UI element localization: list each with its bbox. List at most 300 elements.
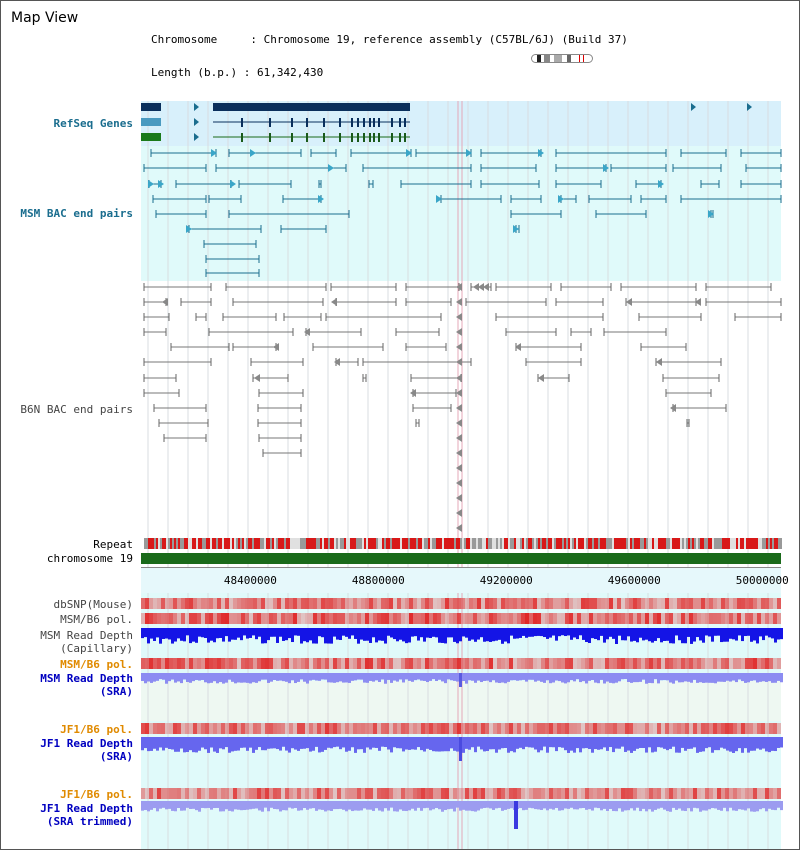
read-depth-bar — [264, 737, 267, 750]
repeat-block — [612, 538, 614, 549]
polymorphism-cell — [221, 598, 225, 609]
read-depth-bar — [681, 801, 684, 811]
read-depth-bar — [333, 801, 336, 809]
read-depth-bar — [732, 801, 735, 810]
read-depth-bar — [165, 628, 168, 639]
read-depth-bar — [762, 737, 765, 749]
polymorphism-cell — [745, 613, 749, 624]
polymorphism-cell — [673, 613, 677, 624]
repeat-block — [486, 538, 488, 549]
polymorphism-cell — [757, 723, 761, 734]
refseq-exon — [369, 133, 371, 142]
read-depth-bar — [288, 801, 291, 808]
polymorphism-cell — [377, 723, 381, 734]
read-depth-bar — [150, 801, 153, 810]
jf1-b6-pol-label: JF1/B6 pol. — [60, 723, 133, 736]
info-chromosome: Chromosome : Chromosome 19, reference assembly (C57BL/6J) (Build 37) — [151, 33, 628, 46]
chromosome-label: chromosome 19 — [46, 552, 133, 565]
read-depth-bar — [426, 673, 429, 682]
polymorphism-cell — [385, 613, 389, 624]
read-depth-bar — [171, 628, 174, 644]
repeat-block — [640, 538, 642, 549]
read-depth-bar — [336, 628, 339, 640]
polymorphism-cell — [405, 788, 409, 799]
polymorphism-cell — [341, 723, 345, 734]
read-depth-bar — [435, 673, 438, 681]
polymorphism-cell — [297, 613, 301, 624]
read-depth-bar — [405, 673, 408, 679]
read-depth-bar — [738, 673, 741, 679]
repeat-block — [422, 538, 424, 549]
repeat-block — [570, 538, 572, 549]
polymorphism-cell — [441, 723, 445, 734]
repeat-block — [618, 538, 620, 549]
polymorphism-cell — [721, 788, 725, 799]
refseq-exon — [269, 133, 271, 142]
polymorphism-cell — [441, 613, 445, 624]
polymorphism-cell — [517, 658, 521, 669]
read-depth-bar — [525, 737, 528, 747]
read-depth-bar — [651, 737, 654, 752]
read-depth-bar — [192, 737, 195, 752]
read-depth-bar — [276, 737, 279, 749]
read-depth-bar — [471, 801, 474, 811]
read-depth-bar — [174, 673, 177, 683]
polymorphism-cell — [761, 658, 765, 669]
read-depth-bar — [228, 801, 231, 811]
read-depth-bar — [285, 737, 288, 751]
read-depth-bar — [663, 801, 666, 810]
polymorphism-cell — [289, 788, 293, 799]
position-ruler[interactable] — [141, 567, 789, 593]
repeat-block — [408, 538, 410, 549]
repeat-block — [312, 538, 314, 549]
polymorphism-cell — [217, 613, 221, 624]
read-depth-bar — [624, 628, 627, 640]
polymorphism-cell — [445, 613, 449, 624]
polymorphism-cell — [265, 658, 269, 669]
read-depth-bar — [291, 673, 294, 680]
polymorphism-cell — [417, 723, 421, 734]
repeat-block — [340, 538, 342, 549]
polymorphism-cell — [281, 598, 285, 609]
repeat-block — [746, 538, 748, 549]
repeat-block — [226, 538, 228, 549]
read-depth-bar — [375, 628, 378, 642]
polymorphism-cell — [461, 788, 465, 799]
repeat-block — [412, 538, 414, 549]
polymorphism-cell — [473, 613, 477, 624]
polymorphism-cell — [609, 613, 613, 624]
polymorphism-cell — [593, 613, 597, 624]
repeat-block — [276, 538, 278, 549]
read-depth-bar — [297, 673, 300, 682]
polymorphism-cell — [537, 613, 541, 624]
read-depth-bar — [486, 801, 489, 808]
read-depth-bar — [768, 801, 771, 809]
read-depth-bar — [624, 801, 627, 810]
read-depth-bar — [195, 737, 198, 752]
read-depth-bar — [444, 801, 447, 810]
read-depth-bar — [507, 737, 510, 753]
read-depth-bar — [714, 737, 717, 750]
polymorphism-cell — [201, 613, 205, 624]
msm-depth-capillary-sub-label: (Capillary) — [60, 642, 133, 655]
read-depth-bar — [549, 801, 552, 809]
repeat-block — [206, 538, 208, 549]
polymorphism-cell — [749, 658, 753, 669]
read-depth-bar — [189, 737, 192, 750]
polymorphism-cell — [257, 613, 261, 624]
polymorphism-cell — [341, 658, 345, 669]
polymorphism-cell — [521, 613, 525, 624]
polymorphism-cell — [557, 613, 561, 624]
polymorphism-cell — [725, 598, 729, 609]
polymorphism-cell — [237, 723, 241, 734]
polymorphism-cell — [621, 613, 625, 624]
polymorphism-cell — [765, 658, 769, 669]
polymorphism-cell — [233, 658, 237, 669]
polymorphism-cell — [517, 598, 521, 609]
read-depth-bar — [393, 628, 396, 639]
polymorphism-cell — [305, 788, 309, 799]
polymorphism-cell — [621, 723, 625, 734]
read-depth-bar — [291, 628, 294, 642]
read-depth-bar — [450, 737, 453, 748]
polymorphism-cell — [653, 658, 657, 669]
read-depth-bar — [357, 673, 360, 680]
polymorphism-cell — [493, 723, 497, 734]
read-depth-bar — [327, 628, 330, 644]
read-depth-bar — [288, 673, 291, 683]
repeat-block — [148, 538, 150, 549]
polymorphism-cell — [249, 613, 253, 624]
read-depth-bar — [702, 737, 705, 751]
polymorphism-cell — [465, 788, 469, 799]
read-depth-bar — [738, 628, 741, 635]
polymorphism-cell — [381, 598, 385, 609]
read-depth-bar — [378, 628, 381, 640]
repeat-block — [318, 538, 320, 549]
polymorphism-cell — [725, 658, 729, 669]
read-depth-bar — [279, 673, 282, 681]
repeat-block — [490, 538, 492, 549]
read-depth-bar — [234, 628, 237, 640]
read-depth-bar — [441, 628, 444, 643]
repeat-block — [258, 538, 260, 549]
polymorphism-cell — [293, 613, 297, 624]
polymorphism-cell — [469, 723, 473, 734]
read-depth-bar — [621, 628, 624, 640]
read-depth-bar — [714, 673, 717, 683]
read-depth-bar — [579, 673, 582, 682]
read-depth-bar — [525, 628, 528, 638]
polymorphism-cell — [277, 658, 281, 669]
polymorphism-cell — [209, 613, 213, 624]
polymorphism-cell — [501, 723, 505, 734]
read-depth-bar — [522, 628, 525, 636]
read-depth-bar — [177, 673, 180, 681]
polymorphism-cell — [349, 723, 353, 734]
polymorphism-cell — [141, 598, 145, 609]
read-depth-bar — [453, 737, 456, 751]
repeat-block — [380, 538, 382, 549]
polymorphism-cell — [717, 613, 721, 624]
polymorphism-cell — [509, 723, 513, 734]
polymorphism-cell — [769, 613, 773, 624]
read-depth-bar — [636, 801, 639, 808]
polymorphism-cell — [269, 788, 273, 799]
repeat-block — [706, 538, 708, 549]
polymorphism-cell — [441, 598, 445, 609]
repeat-block — [294, 538, 296, 549]
repeat-block — [488, 538, 490, 549]
read-depth-bar — [669, 737, 672, 749]
repeat-block — [516, 538, 518, 549]
polymorphism-cell — [753, 723, 757, 734]
repeat-block — [434, 538, 436, 549]
read-depth-bar — [477, 628, 480, 640]
read-depth-bar — [210, 628, 213, 641]
read-depth-bar — [393, 673, 396, 681]
polymorphism-cell — [181, 598, 185, 609]
repeat-block — [482, 538, 484, 549]
read-depth-bar — [276, 801, 279, 809]
polymorphism-cell — [149, 788, 153, 799]
read-depth-bar — [216, 737, 219, 753]
read-depth-bar — [768, 737, 771, 752]
repeat-block — [634, 538, 636, 549]
read-depth-bar — [723, 801, 726, 808]
repeat-block — [494, 538, 496, 549]
polymorphism-cell — [241, 613, 245, 624]
repeat-block — [648, 538, 650, 549]
read-depth-bar — [654, 801, 657, 810]
refseq-exon — [378, 133, 380, 142]
repeat-block — [162, 538, 164, 549]
polymorphism-cell — [365, 788, 369, 799]
read-depth-bar — [192, 801, 195, 809]
polymorphism-cell — [453, 658, 457, 669]
polymorphism-cell — [425, 723, 429, 734]
read-depth-bar — [162, 801, 165, 808]
polymorphism-cell — [645, 723, 649, 734]
repeat-block — [296, 538, 298, 549]
polymorphism-cell — [429, 788, 433, 799]
read-depth-bar — [741, 628, 744, 641]
polymorphism-cell — [681, 658, 685, 669]
polymorphism-cell — [513, 613, 517, 624]
read-depth-bar — [339, 673, 342, 681]
polymorphism-cell — [237, 598, 241, 609]
read-depth-bar — [711, 737, 714, 753]
read-depth-bar — [423, 801, 426, 808]
read-depth-bar — [543, 673, 546, 683]
polymorphism-cell — [249, 788, 253, 799]
polymorphism-cell — [509, 613, 513, 624]
polymorphism-cell — [773, 788, 777, 799]
read-depth-bar — [555, 628, 558, 641]
polymorphism-cell — [325, 788, 329, 799]
read-depth-bar — [684, 737, 687, 751]
repeat-block — [506, 538, 508, 549]
repeat-block — [354, 538, 356, 549]
repeat-block — [406, 538, 408, 549]
read-depth-bar — [336, 801, 339, 809]
read-depth-bar — [306, 737, 309, 748]
read-depth-bar — [156, 801, 159, 811]
read-depth-bar — [351, 628, 354, 635]
polymorphism-cell — [505, 788, 509, 799]
repeat-block — [360, 538, 362, 549]
repeat-block — [558, 538, 560, 549]
repeat-block — [774, 538, 776, 549]
polymorphism-cell — [661, 658, 665, 669]
polymorphism-cell — [229, 788, 233, 799]
read-depth-bar — [354, 801, 357, 810]
read-depth-bar — [198, 801, 201, 812]
read-depth-bar — [357, 737, 360, 749]
refseq-exon — [404, 118, 406, 127]
polymorphism-cell — [157, 613, 161, 624]
refseq-exon — [378, 118, 380, 127]
polymorphism-cell — [489, 598, 493, 609]
polymorphism-cell — [609, 598, 613, 609]
repeat-block — [264, 538, 266, 549]
read-depth-bar — [519, 628, 522, 638]
polymorphism-cell — [373, 723, 377, 734]
read-depth-bar — [333, 673, 336, 683]
b6n-bac-arrow — [456, 389, 462, 397]
read-depth-bar — [750, 801, 753, 812]
read-depth-bar — [273, 737, 276, 748]
read-depth-bar — [282, 673, 285, 681]
repeat-block — [448, 538, 450, 549]
read-depth-bar — [552, 801, 555, 810]
polymorphism-cell — [389, 658, 393, 669]
polymorphism-cell — [709, 613, 713, 624]
dbsnp-label: dbSNP(Mouse) — [53, 598, 133, 611]
read-depth-bar — [333, 737, 336, 747]
polymorphism-cell — [633, 658, 637, 669]
polymorphism-cell — [613, 788, 617, 799]
repeat-block — [386, 538, 388, 549]
read-depth-bar — [699, 673, 702, 682]
polymorphism-cell — [437, 598, 441, 609]
read-depth-bar — [642, 801, 645, 809]
repeat-block — [508, 538, 510, 549]
polymorphism-cell — [497, 598, 501, 609]
repeat-block — [510, 538, 512, 549]
polymorphism-cell — [549, 658, 553, 669]
jf1-depth-trim-sub-label: (SRA trimmed) — [46, 815, 133, 828]
polymorphism-cell — [321, 723, 325, 734]
read-depth-bar — [360, 737, 363, 749]
read-depth-bar — [642, 737, 645, 748]
read-depth-bar — [324, 737, 327, 750]
read-depth-bar — [258, 801, 261, 810]
read-depth-bar — [765, 628, 768, 636]
read-depth-bar — [423, 737, 426, 752]
repeat-block — [376, 538, 378, 549]
read-depth-bar — [228, 628, 231, 642]
read-depth-bar — [147, 737, 150, 751]
polymorphism-cell — [741, 613, 745, 624]
repeat-block — [576, 538, 578, 549]
read-depth-bar — [780, 673, 783, 682]
read-depth-bar — [213, 628, 216, 642]
read-depth-bar — [270, 801, 273, 808]
polymorphism-cell — [385, 598, 389, 609]
polymorphism-cell — [541, 658, 545, 669]
repeat-block — [342, 538, 344, 549]
read-depth-bar — [186, 628, 189, 635]
polymorphism-cell — [505, 658, 509, 669]
polymorphism-cell — [689, 723, 693, 734]
read-depth-bar — [507, 628, 510, 643]
polymorphism-cell — [701, 788, 705, 799]
read-depth-bar — [732, 737, 735, 753]
read-depth-bar — [384, 673, 387, 684]
repeat-block — [676, 538, 678, 549]
polymorphism-cell — [225, 658, 229, 669]
read-depth-bar — [306, 628, 309, 642]
read-depth-bar — [207, 628, 210, 643]
read-depth-bar — [582, 673, 585, 681]
read-depth-bar — [198, 628, 201, 637]
polymorphism-cell — [317, 598, 321, 609]
repeat-block — [556, 538, 558, 549]
polymorphism-cell — [165, 613, 169, 624]
read-depth-bar — [579, 801, 582, 808]
read-depth-bar — [462, 801, 465, 810]
read-depth-bar — [177, 628, 180, 638]
polymorphism-cell — [753, 598, 757, 609]
polymorphism-cell — [673, 658, 677, 669]
polymorphism-cell — [169, 723, 173, 734]
polymorphism-cell — [369, 788, 373, 799]
repeat-block — [154, 538, 156, 549]
b6n-bac-arrow — [331, 298, 337, 306]
repeat-block — [172, 538, 174, 549]
read-depth-bar — [159, 673, 162, 679]
polymorphism-cell — [297, 788, 301, 799]
read-depth-bar — [585, 801, 588, 810]
read-depth-bar — [207, 673, 210, 683]
polymorphism-cell — [613, 598, 617, 609]
repeat-block — [262, 538, 264, 549]
read-depth-bar — [213, 801, 216, 808]
polymorphism-cell — [637, 658, 641, 669]
read-depth-bar — [747, 737, 750, 753]
read-depth-bar — [327, 673, 330, 682]
read-depth-bar — [513, 628, 516, 639]
read-depth-bar — [324, 801, 327, 811]
read-depth-bar — [471, 673, 474, 681]
read-depth-bar — [477, 737, 480, 747]
polymorphism-cell — [357, 723, 361, 734]
read-depth-bar — [426, 628, 429, 638]
b6n-bac-arrow — [456, 509, 462, 517]
read-depth-bar — [456, 737, 459, 752]
read-depth-bar — [597, 628, 600, 640]
read-depth-bar — [531, 673, 534, 680]
read-depth-bar — [156, 628, 159, 637]
polymorphism-cell — [285, 598, 289, 609]
read-depth-bar — [594, 673, 597, 683]
read-depth-bar — [144, 628, 147, 637]
refseq-exon — [241, 133, 243, 142]
